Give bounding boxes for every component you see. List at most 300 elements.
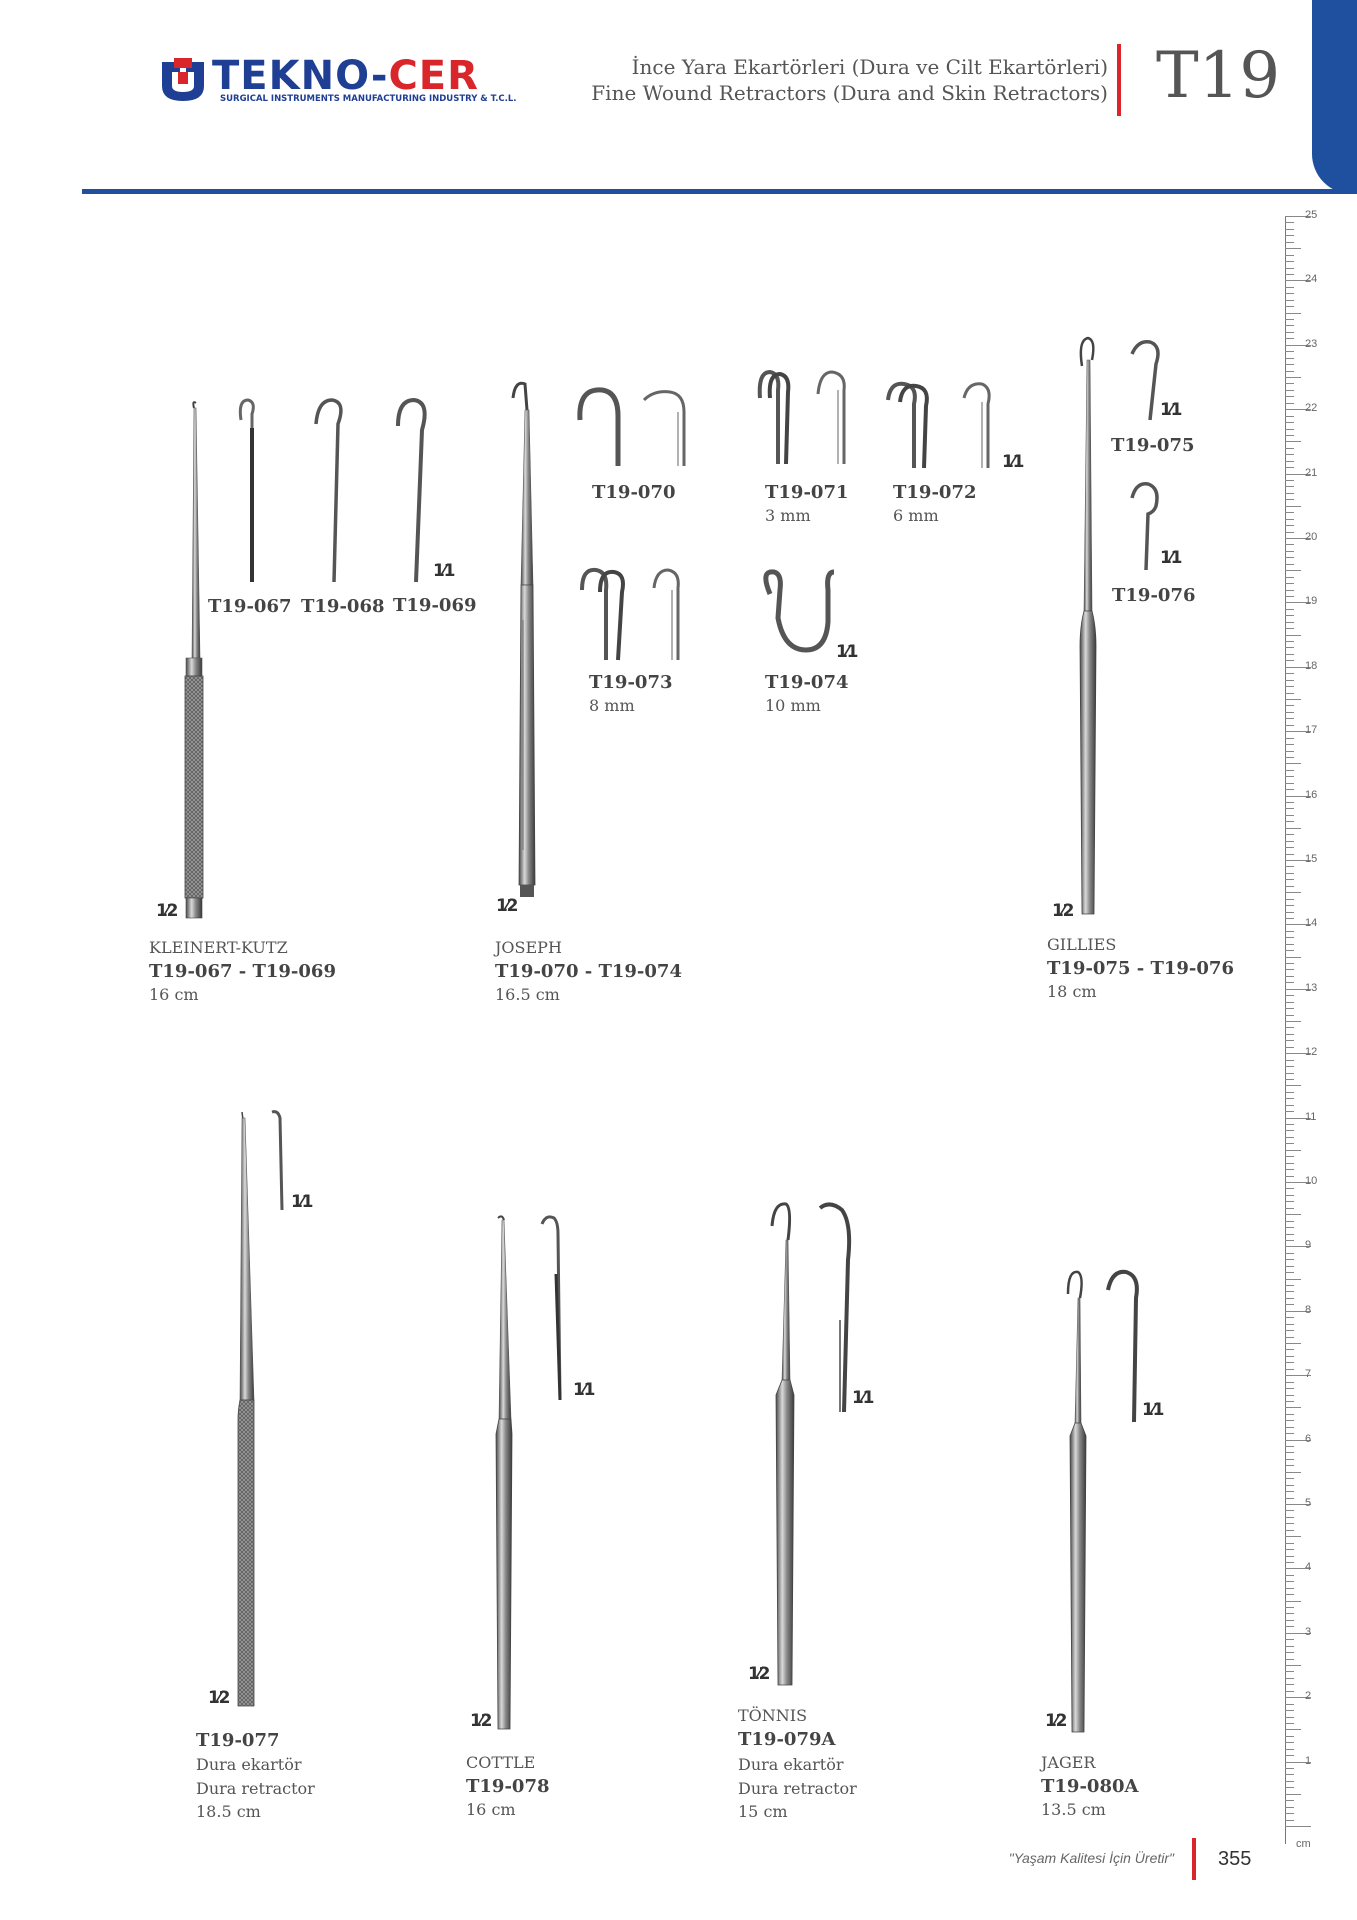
ruler-tick [1285, 815, 1294, 816]
ruler-number: 21 [1305, 466, 1318, 479]
scale-full-joseph-071-072: 1⁄1 [1002, 452, 1023, 472]
scale-half-tonnis: 1⁄2 [748, 1664, 769, 1684]
page-title-tr: İnce Yara Ekartörleri (Dura ve Cilt Ekartörleri) [631, 55, 1108, 79]
ruler-tick [1285, 1684, 1294, 1685]
ruler-tick [1285, 590, 1294, 591]
ruler-tick [1285, 1356, 1294, 1357]
product-size-kleinert-kutz: 16 cm [149, 985, 199, 1004]
ruler-tick [1285, 564, 1294, 565]
variant-size-t19-073: 8 mm [589, 696, 635, 715]
product-code-t19-077: T19-077 [196, 1730, 280, 1751]
ruler-tick [1285, 467, 1294, 468]
ruler-tick [1285, 1652, 1294, 1653]
ruler-tick [1285, 1143, 1294, 1144]
ruler-tick [1285, 1317, 1294, 1318]
ruler-tick [1285, 1575, 1294, 1576]
ruler-tick [1285, 1253, 1294, 1254]
ruler-tick [1285, 319, 1294, 320]
ruler-tick [1285, 1349, 1294, 1350]
ruler-tick [1285, 1465, 1294, 1466]
ruler-tick [1285, 738, 1294, 739]
ruler-tick [1285, 1717, 1294, 1718]
ruler-tick [1285, 982, 1294, 983]
scale-full-gillies-076: 1⁄1 [1160, 548, 1181, 568]
product-desc-tr-t19-077: Dura ekartör [196, 1755, 302, 1774]
ruler-tick [1285, 1034, 1294, 1035]
variant-code-t19-070: T19-070 [592, 482, 676, 503]
ruler-tick [1285, 1671, 1294, 1672]
ruler-tick [1285, 1710, 1294, 1711]
variant-code-t19-068: T19-068 [301, 596, 385, 617]
ruler-tick [1285, 1549, 1294, 1550]
ruler-tick [1285, 1388, 1294, 1389]
product-size-gillies: 18 cm [1047, 982, 1097, 1001]
ruler-number: 24 [1305, 273, 1318, 286]
ruler-tick [1285, 1820, 1294, 1821]
ruler-tick [1285, 1749, 1294, 1750]
ruler-tick [1285, 422, 1294, 423]
ruler-tick [1285, 1401, 1294, 1402]
variant-size-t19-074: 10 mm [765, 696, 821, 715]
scale-half-gillies: 1⁄2 [1052, 901, 1073, 921]
ruler-tick [1285, 403, 1294, 404]
ruler-tick [1285, 1407, 1301, 1408]
ruler-tick [1285, 693, 1294, 694]
scale-full-kleinert: 1⁄1 [433, 561, 454, 581]
ruler-tick [1285, 287, 1294, 288]
t19-077-tip-detail [268, 1110, 286, 1212]
ruler-tick [1285, 1066, 1294, 1067]
ruler-tick [1285, 325, 1294, 326]
ruler-tick [1285, 957, 1301, 958]
ruler-number: 10 [1305, 1175, 1318, 1187]
ruler-tick [1285, 371, 1294, 372]
ruler-tick [1285, 1259, 1294, 1260]
ruler-tick [1285, 1150, 1301, 1151]
ruler-tick [1285, 1665, 1301, 1666]
ruler-tick [1285, 834, 1294, 835]
ruler-tick [1285, 1620, 1294, 1621]
ruler-tick [1285, 383, 1294, 384]
ruler-tick [1285, 1736, 1294, 1737]
ruler-tick [1285, 583, 1294, 584]
jager-hook-detail [1104, 1268, 1144, 1424]
product-size-tonnis: 15 cm [738, 1802, 788, 1821]
variant-code-t19-072: T19-072 [893, 482, 977, 503]
ruler-tick [1285, 1382, 1294, 1383]
ruler-tick [1285, 1472, 1301, 1473]
ruler-number: 12 [1305, 1046, 1318, 1059]
ruler-tick [1285, 841, 1294, 842]
ruler-tick [1285, 557, 1294, 558]
ruler-tick [1285, 647, 1294, 648]
brand-mark-icon [160, 58, 206, 102]
ruler-tick [1285, 1452, 1294, 1453]
ruler-tick [1285, 255, 1294, 256]
t19-071-double-hook-detail [756, 368, 856, 468]
product-desc-en-tonnis: Dura retractor [738, 1779, 857, 1798]
ruler-number: 17 [1305, 724, 1318, 737]
ruler-tick [1285, 1678, 1294, 1679]
ruler-tick [1285, 1613, 1294, 1614]
ruler-tick [1285, 763, 1301, 764]
ruler-tick [1285, 821, 1294, 822]
ruler-tick [1285, 261, 1294, 262]
ruler-tick [1285, 486, 1294, 487]
ruler-tick [1285, 1729, 1301, 1730]
ruler-tick [1285, 1266, 1294, 1267]
tonnis-retractor-image [766, 1200, 802, 1690]
ruler-tick [1285, 1491, 1294, 1492]
ruler-tick [1285, 1221, 1294, 1222]
ruler-tick [1285, 293, 1294, 294]
brand-logo [160, 53, 517, 106]
product-size-t19-077: 18.5 cm [196, 1802, 261, 1821]
ruler-tick [1285, 1813, 1294, 1814]
ruler-tick [1285, 1330, 1294, 1331]
tonnis-hook-detail [816, 1200, 856, 1414]
title-divider [1117, 44, 1121, 116]
variant-code-t19-069: T19-069 [393, 595, 477, 616]
ruler-tick [1285, 1176, 1294, 1177]
header-tab-decoration [1312, 0, 1357, 194]
ruler-tick [1285, 783, 1294, 784]
ruler-tick [1285, 525, 1294, 526]
kleinert-kutz-retractor-image [180, 400, 210, 920]
ruler-tick [1285, 499, 1294, 500]
ruler-tick [1285, 686, 1294, 687]
t19-069-hook-detail [394, 396, 430, 584]
ruler-tick [1285, 1163, 1294, 1164]
scale-half-joseph: 1⁄2 [496, 896, 517, 916]
ruler-tick [1285, 1369, 1294, 1370]
ruler-tick [1285, 615, 1294, 616]
product-code-jager: T19-080A [1041, 1776, 1139, 1797]
ruler-tick [1285, 1156, 1294, 1157]
ruler-tick [1285, 1060, 1294, 1061]
ruler-tick [1285, 1420, 1294, 1421]
ruler-tick [1285, 1768, 1294, 1769]
ruler-tick [1285, 1543, 1294, 1544]
ruler-number: 5 [1305, 1497, 1312, 1509]
scale-full-cottle: 1⁄1 [573, 1380, 594, 1400]
t19-067-hook-detail [236, 398, 260, 584]
product-name-tonnis: TÖNNIS [738, 1706, 808, 1725]
t19-072-double-hook-detail [884, 378, 994, 472]
ruler-number: 16 [1305, 788, 1318, 801]
ruler-tick [1285, 461, 1294, 462]
ruler-tick [1285, 300, 1294, 301]
t19-075-hook-detail [1128, 338, 1164, 422]
ruler-tick [1285, 435, 1294, 436]
ruler-tick [1285, 757, 1294, 758]
ruler-number: 9 [1305, 1239, 1312, 1252]
ruler-tick [1285, 1517, 1294, 1518]
ruler-tick [1285, 899, 1294, 900]
ruler-tick [1285, 892, 1301, 893]
ruler-tick [1285, 1304, 1294, 1305]
ruler-tick [1285, 1646, 1294, 1647]
ruler-number: 4 [1305, 1561, 1312, 1574]
ruler-tick [1285, 1800, 1294, 1801]
variant-code-t19-076: T19-076 [1112, 585, 1196, 606]
ruler-tick [1285, 1639, 1294, 1640]
scale-half-kleinert: 1⁄2 [156, 901, 177, 921]
scale-half-t19-077: 1⁄2 [208, 1688, 229, 1708]
ruler-tick [1285, 1659, 1294, 1660]
footer-divider [1192, 1838, 1196, 1880]
ruler-tick [1285, 1536, 1301, 1537]
ruler-tick [1285, 1427, 1294, 1428]
ruler-tick [1285, 512, 1294, 513]
product-name-jager: JAGER [1041, 1753, 1096, 1772]
ruler-tick [1285, 1601, 1301, 1602]
ruler-tick [1285, 1002, 1294, 1003]
ruler-tick [1285, 1562, 1294, 1563]
scale-half-jager: 1⁄2 [1045, 1711, 1066, 1731]
brand-name-accent: CER [388, 53, 479, 99]
ruler-tick [1285, 1530, 1294, 1531]
ruler-tick [1285, 274, 1294, 275]
ruler-tick [1285, 1807, 1294, 1808]
ruler-tick [1285, 976, 1294, 977]
ruler-tick [1285, 429, 1294, 430]
ruler-tick [1285, 248, 1301, 249]
ruler-tick [1285, 332, 1294, 333]
t19-074-u-retractor-detail [756, 566, 836, 660]
ruler-tick [1285, 873, 1294, 874]
product-desc-en-t19-077: Dura retractor [196, 1779, 315, 1798]
ruler-tick [1285, 1021, 1301, 1022]
ruler-tick [1285, 1040, 1294, 1041]
ruler-tick [1285, 725, 1294, 726]
header-rule [82, 189, 1357, 194]
ruler-tick [1285, 931, 1294, 932]
ruler-tick [1285, 1362, 1294, 1363]
ruler-tick [1285, 1787, 1294, 1788]
ruler-tick [1285, 751, 1294, 752]
ruler-tick [1285, 377, 1301, 378]
ruler-tick [1285, 1523, 1294, 1524]
t19-076-hook-detail [1126, 480, 1162, 572]
ruler-tick [1285, 1234, 1294, 1235]
ruler-tick [1285, 963, 1294, 964]
ruler-tick [1285, 673, 1294, 674]
ruler-number: 18 [1305, 659, 1318, 672]
ruler-tick [1285, 493, 1294, 494]
product-name-joseph: JOSEPH [495, 938, 562, 957]
ruler-tick [1285, 532, 1294, 533]
ruler-tick [1285, 1594, 1294, 1595]
ruler-tick [1285, 1027, 1294, 1028]
ruler-tick [1285, 744, 1294, 745]
ruler-tick [1285, 776, 1294, 777]
product-code-cottle: T19-078 [466, 1776, 550, 1797]
ruler-number: 23 [1305, 337, 1318, 350]
ruler-tick [1285, 1279, 1301, 1280]
ruler-tick [1285, 480, 1294, 481]
ruler-tick [1285, 1195, 1294, 1196]
ruler-tick [1285, 635, 1301, 636]
page-title-en: Fine Wound Retractors (Dura and Skin Retractors) [591, 81, 1108, 105]
ruler-tick [1285, 1073, 1294, 1074]
ruler-tick [1285, 364, 1294, 365]
ruler-tick [1285, 937, 1294, 938]
ruler-tick [1285, 699, 1301, 700]
t19-070-hook-detail [574, 384, 724, 470]
ruler-tick [1285, 390, 1294, 391]
ruler-number: 3 [1305, 1625, 1312, 1638]
product-size-joseph: 16.5 cm [495, 985, 560, 1004]
ruler-tick [1285, 886, 1294, 887]
variant-size-t19-071: 3 mm [765, 506, 811, 525]
product-size-jager: 13.5 cm [1041, 1800, 1106, 1819]
ruler-number: 22 [1305, 402, 1318, 415]
product-name-kleinert-kutz: KLEINERT-KUTZ [149, 938, 288, 957]
ruler-tick [1285, 1510, 1294, 1511]
ruler-tick [1285, 1291, 1294, 1292]
ruler-number: 25 [1305, 209, 1318, 221]
ruler-tick [1285, 454, 1294, 455]
ruler-tick [1285, 1111, 1294, 1112]
variant-size-t19-072: 6 mm [893, 506, 939, 525]
scale-full-jager: 1⁄1 [1142, 1400, 1163, 1420]
ruler-tick [1285, 351, 1294, 352]
product-name-cottle: COTTLE [466, 1753, 536, 1772]
ruler-tick [1285, 1459, 1294, 1460]
ruler-tick [1285, 1581, 1294, 1582]
ruler-tick [1285, 1395, 1294, 1396]
ruler-tick [1285, 338, 1294, 339]
brand-name [212, 53, 479, 99]
ruler-tick [1285, 905, 1294, 906]
ruler-tick [1285, 235, 1294, 236]
ruler-tick [1285, 828, 1301, 829]
ruler-number: 6 [1305, 1432, 1312, 1445]
ruler-tick [1285, 506, 1301, 507]
ruler-tick [1285, 1188, 1294, 1189]
ruler-unit: cm [1296, 1838, 1311, 1850]
cottle-hook-detail [538, 1214, 566, 1402]
ruler-tick [1285, 712, 1294, 713]
ruler-number: 15 [1305, 853, 1318, 865]
ruler-tick [1285, 416, 1294, 417]
scale-full-joseph-074: 1⁄1 [836, 642, 857, 662]
ruler-tick [1285, 1214, 1301, 1215]
product-size-cottle: 16 cm [466, 1800, 516, 1819]
product-code-tonnis: T19-079A [738, 1729, 836, 1750]
page-number: 355 [1218, 1848, 1252, 1870]
variant-code-t19-073: T19-073 [589, 672, 673, 693]
ruler-tick [1285, 306, 1294, 307]
ruler-tick [1285, 944, 1294, 945]
ruler-tick [1285, 1272, 1294, 1273]
ruler-tick [1285, 866, 1294, 867]
brand-name-main: TEKNO- [212, 53, 389, 99]
ruler-tick [1285, 1085, 1301, 1086]
ruler-tick [1285, 680, 1294, 681]
ruler-tick [1285, 1008, 1294, 1009]
ruler-number: 13 [1305, 981, 1318, 994]
variant-code-t19-067: T19-067 [208, 596, 292, 617]
ruler-tick [1285, 1079, 1294, 1080]
gillies-retractor-image [1072, 336, 1104, 922]
ruler-tick [1285, 222, 1294, 223]
ruler-tick [1285, 705, 1294, 706]
ruler-number: 14 [1305, 917, 1318, 930]
ruler-tick [1285, 1742, 1294, 1743]
ruler-tick [1285, 1137, 1294, 1138]
ruler-number: 2 [1305, 1690, 1312, 1703]
ruler-tick [1285, 1285, 1294, 1286]
ruler-tick [1285, 950, 1294, 951]
scale-half-cottle: 1⁄2 [470, 1711, 491, 1731]
ruler-number: 7 [1305, 1368, 1312, 1381]
ruler-tick [1285, 1781, 1294, 1782]
ruler-tick [1285, 1047, 1294, 1048]
product-name-gillies: GILLIES [1047, 935, 1117, 954]
ruler-tick [1285, 1324, 1294, 1325]
ruler-tick [1285, 847, 1294, 848]
ruler-tick [1285, 242, 1294, 243]
joseph-retractor-image [505, 380, 541, 920]
ruler-tick [1285, 808, 1294, 809]
ruler-tick [1285, 1130, 1294, 1131]
ruler-tick [1285, 1607, 1294, 1608]
scale-full-gillies-075: 1⁄1 [1160, 400, 1181, 420]
variant-code-t19-074: T19-074 [765, 672, 849, 693]
ruler-tick [1285, 1478, 1294, 1479]
ruler-tick [1285, 641, 1294, 642]
footer-slogan: "Yaşam Kalitesi İçin Üretir" [1008, 1850, 1174, 1866]
ruler-tick [1285, 1794, 1301, 1795]
ruler-tick [1285, 1169, 1294, 1170]
ruler-tick [1285, 770, 1294, 771]
ruler-tick [1285, 1227, 1294, 1228]
ruler-tick [1285, 570, 1301, 571]
ruler-tick [1285, 1298, 1294, 1299]
ruler-tick [1285, 313, 1301, 314]
variant-code-t19-071: T19-071 [765, 482, 849, 503]
variant-code-t19-075: T19-075 [1111, 435, 1195, 456]
ruler-tick [1285, 358, 1294, 359]
ruler-tick [1285, 1704, 1294, 1705]
ruler-tick [1285, 622, 1294, 623]
ruler-tick [1285, 1105, 1294, 1106]
ruler-tick [1285, 789, 1294, 790]
product-code-kleinert-kutz: T19-067 - T19-069 [149, 961, 336, 982]
ruler-tick [1285, 544, 1294, 545]
ruler-tick [1285, 628, 1294, 629]
ruler-number: 8 [1305, 1303, 1312, 1316]
ruler-tick [1285, 577, 1294, 578]
section-code: T19 [1156, 39, 1281, 113]
ruler-tick [1285, 995, 1294, 996]
ruler-tick [1285, 1337, 1294, 1338]
ruler-tick [1285, 969, 1294, 970]
product-code-gillies: T19-075 - T19-076 [1047, 958, 1234, 979]
ruler-tick [1285, 1498, 1294, 1499]
ruler-tick [1285, 396, 1294, 397]
ruler-tick [1285, 1201, 1294, 1202]
ruler-tick [1285, 1015, 1294, 1016]
scale-full-t19-077: 1⁄1 [291, 1192, 312, 1212]
t19-073-double-hook-detail [578, 566, 688, 664]
ruler-tick [1285, 802, 1294, 803]
ruler-tick [1285, 1098, 1294, 1099]
ruler-tick [1285, 1774, 1294, 1775]
ruler-tick [1285, 854, 1294, 855]
